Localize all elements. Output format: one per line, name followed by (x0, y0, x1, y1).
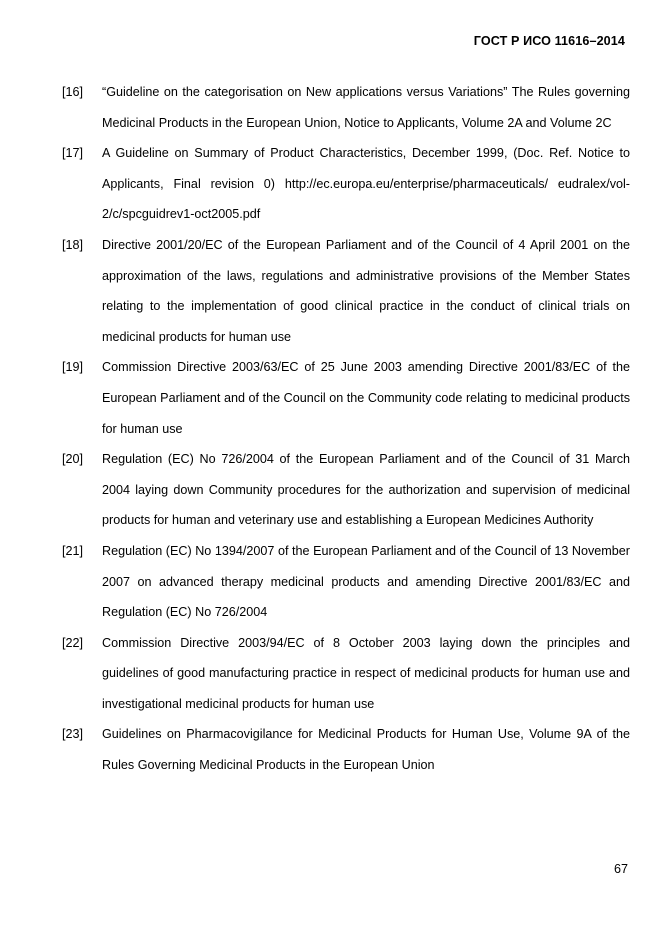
reference-item (62, 138, 630, 230)
reference-item (62, 719, 630, 780)
reference-item (62, 444, 630, 536)
page-number: 67 (613, 862, 628, 876)
reference-number: [23] (62, 727, 84, 742)
reference-number: [20] (62, 452, 84, 467)
reference-item (62, 230, 630, 352)
reference-number: [16] (62, 85, 84, 99)
reference-text: Regulation (EC) No 726/2004 of the European Parliament and of the Council of 31 March 2004 laying down Community procedures for the authorization and supervision of medicinal products for human and veterinary use and establishing a European Medicines Authority (102, 452, 630, 528)
reference-number: [18] (62, 237, 84, 252)
reference-number: [21] (62, 543, 84, 558)
reference-text: Guidelines on Pharmacovigilance for Medicinal Products for Human Use, Volume 9A of the Rules Governing Medicinal Products in the European Union (102, 727, 630, 773)
reference-text: A Guideline on Summary of Product Characteristics, December 1999, (Doc. Ref. Notice to Applicants, Final revision 0) http://ec.europa.eu/enterprise/pharmaceuticals/ eudralex/vol-2/c/spcguidrev1-oct2005.pdf (102, 146, 630, 222)
reference-item (62, 352, 630, 444)
reference-item (62, 77, 630, 138)
reference-list (62, 77, 630, 781)
reference-text: “Guideline on the categorisation on New applications versus Variations” The Rules governing Medicinal Products in the European Union, Notice to Applicants, Volume 2A and Volume 2C (102, 85, 630, 130)
reference-text: Regulation (EC) No 1394/2007 of the European Parliament and of the Council of 13 November 2007 on advanced therapy medicinal products and amending Directive 2001/83/EC and Regulation (EC) No 726/2004 (102, 543, 630, 620)
reference-number: [19] (62, 360, 84, 375)
reference-number: [22] (62, 635, 84, 650)
reference-text: Directive 2001/20/EC of the European Parliament and of the Council of 4 April 2001 on the approximation of the laws, regulations and administrative provisions of the Member States relating to the implementation of good clinical practice in the conduct of clinical trials on medicinal products for human use (102, 237, 630, 344)
reference-text: Commission Directive 2003/63/EC of 25 June 2003 amending Directive 2001/83/EC of the European Parliament and of the Council on the Community code relating to medicinal products for human use (102, 360, 630, 436)
document-standard-header: ГОСТ Р ИСО 11616–2014 (473, 34, 625, 48)
reference-item (62, 536, 630, 628)
reference-number: [17] (62, 146, 84, 161)
reference-text: Commission Directive 2003/94/EC of 8 October 2003 laying down the principles and guidelines of good manufacturing practice in respect of medicinal products for human use and investigational medicinal products for human use (102, 635, 630, 711)
reference-item (62, 628, 630, 720)
